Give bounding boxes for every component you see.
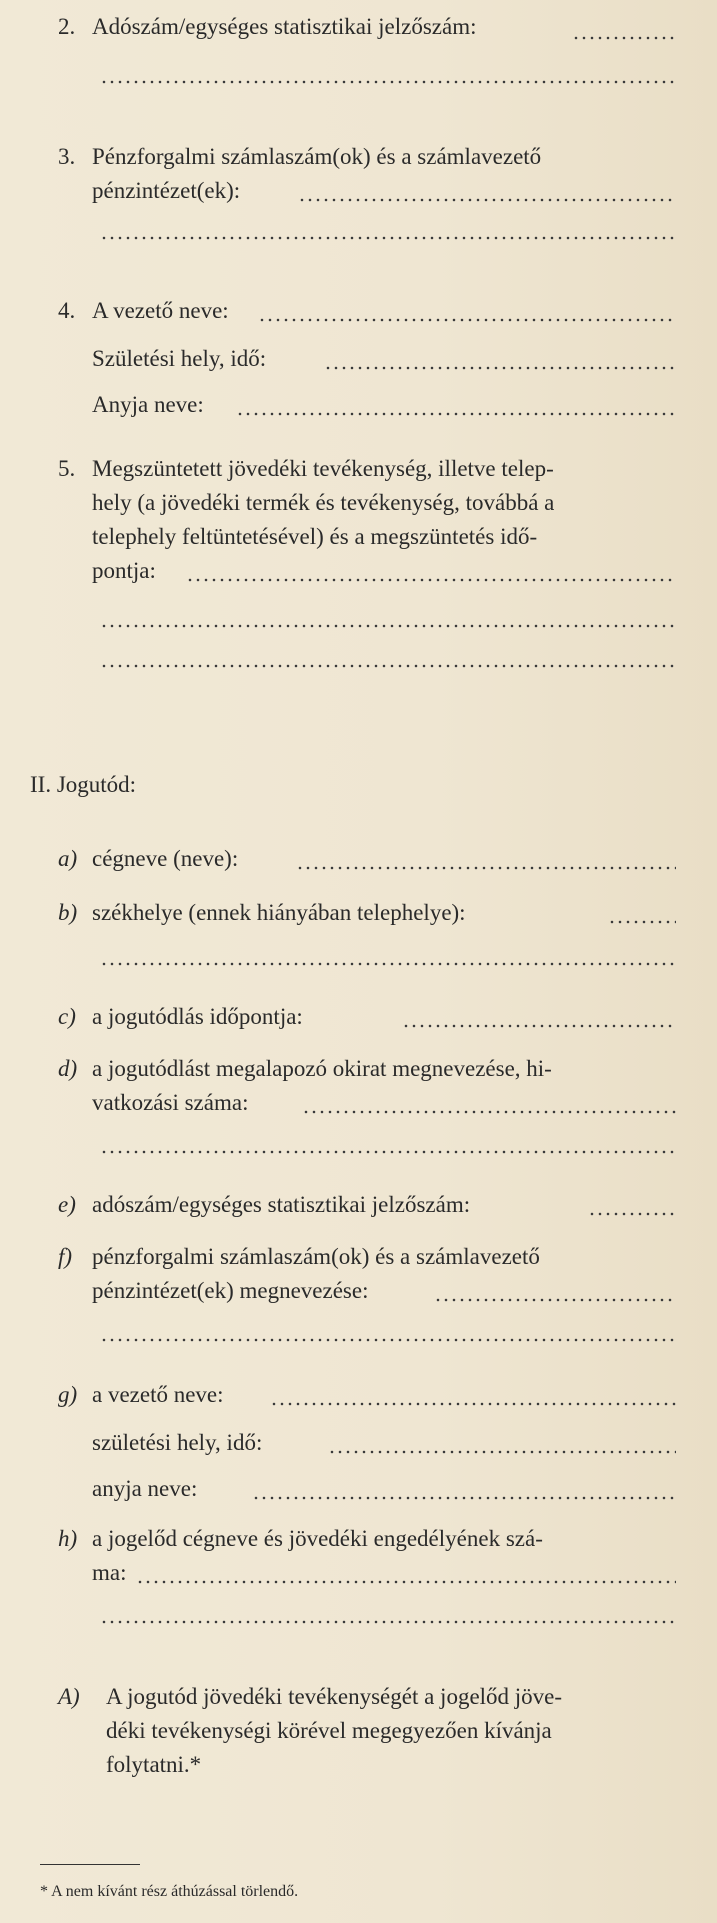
fill-line <box>100 1150 676 1154</box>
fill-line <box>252 1496 676 1500</box>
fill-line <box>270 1402 676 1406</box>
fill-line <box>100 1620 676 1624</box>
fill-line <box>298 198 676 202</box>
field-label: telephely feltüntetésével) és a megszüntetés idő- <box>92 524 538 549</box>
field-label: hely (a jövedéki termék és tevékenység, továbbá a <box>92 490 555 515</box>
item-number: 4. <box>58 298 76 323</box>
paragraph-line: folytatni.* <box>106 1752 202 1777</box>
field-label: pénzintézet(ek) megnevezése: <box>92 1278 369 1303</box>
fill-line <box>434 1298 676 1302</box>
field-label: pontja: <box>92 558 156 583</box>
field-label: vatkozási száma: <box>92 1090 249 1115</box>
item-label: d) <box>58 1056 78 1081</box>
fill-line <box>608 920 676 924</box>
field-label: a jogutódlást megalapozó okirat megnevezése, hi- <box>92 1056 552 1081</box>
fill-line <box>100 1338 676 1342</box>
field-label: pénzforgalmi számlaszám(ok) és a számlavezető <box>92 1244 540 1269</box>
fill-line <box>402 1024 676 1028</box>
item-number: 5. <box>58 456 76 481</box>
fill-line <box>324 366 676 370</box>
fill-line <box>328 1450 676 1454</box>
field-label: a vezető neve: <box>92 1382 224 1407</box>
fill-line <box>588 1212 676 1216</box>
field-label: Adószám/egységes statisztikai jelzőszám: <box>92 14 477 39</box>
field-label: Anyja neve: <box>92 392 204 417</box>
footnote-divider <box>40 1864 140 1865</box>
field-label: a jogutódlás időpontja: <box>92 1004 303 1029</box>
field-label: a jogelőd cégneve és jövedéki engedélyének szá- <box>92 1526 543 1551</box>
footnote: * A nem kívánt rész áthúzással törlendő. <box>40 1883 299 1900</box>
item-label: h) <box>58 1526 78 1551</box>
fill-line <box>100 664 676 668</box>
item-label: f) <box>58 1244 73 1269</box>
item-label: a) <box>58 846 78 871</box>
field-label: Születési hely, idő: <box>92 346 267 371</box>
field-label: székhelye (ennek hiányában telephelye): <box>92 900 466 925</box>
field-label: születési hely, idő: <box>92 1430 263 1455</box>
field-label: adószám/egységes statisztikai jelzőszám: <box>92 1192 471 1217</box>
fill-line <box>572 36 676 40</box>
item-number: 2. <box>58 14 76 39</box>
fill-line <box>136 1580 676 1584</box>
fill-line <box>258 318 676 322</box>
item-number: 3. <box>58 144 76 169</box>
field-label: A vezető neve: <box>92 298 229 323</box>
fill-line <box>186 578 676 582</box>
field-label: Megszüntetett jövedéki tevékenység, illetve telep- <box>92 456 554 481</box>
field-label: Pénzforgalmi számlaszám(ok) és a számlavezető <box>92 144 542 169</box>
field-label: anyja neve: <box>92 1476 198 1501</box>
paragraph-line: A jogutód jövedéki tevékenységét a jogelőd jöve- <box>106 1684 563 1709</box>
field-label: cégneve (neve): <box>92 846 239 871</box>
fill-line <box>100 962 676 966</box>
field-label: pénzintézet(ek): <box>92 178 241 203</box>
paragraph-line: déki tevékenységi körével megegyezően kívánja <box>106 1718 552 1743</box>
item-label: c) <box>58 1004 76 1029</box>
item-label: A) <box>58 1684 80 1709</box>
section-title: II. Jogutód: <box>30 772 137 797</box>
item-label: g) <box>58 1382 78 1407</box>
fill-line <box>100 236 676 240</box>
fill-line <box>100 624 676 628</box>
item-label: e) <box>58 1192 76 1217</box>
fill-line <box>100 80 676 84</box>
field-label: ma: <box>92 1560 127 1585</box>
fill-line <box>302 1110 676 1114</box>
item-label: b) <box>58 900 78 925</box>
fill-line <box>236 412 676 416</box>
fill-line <box>296 866 676 870</box>
